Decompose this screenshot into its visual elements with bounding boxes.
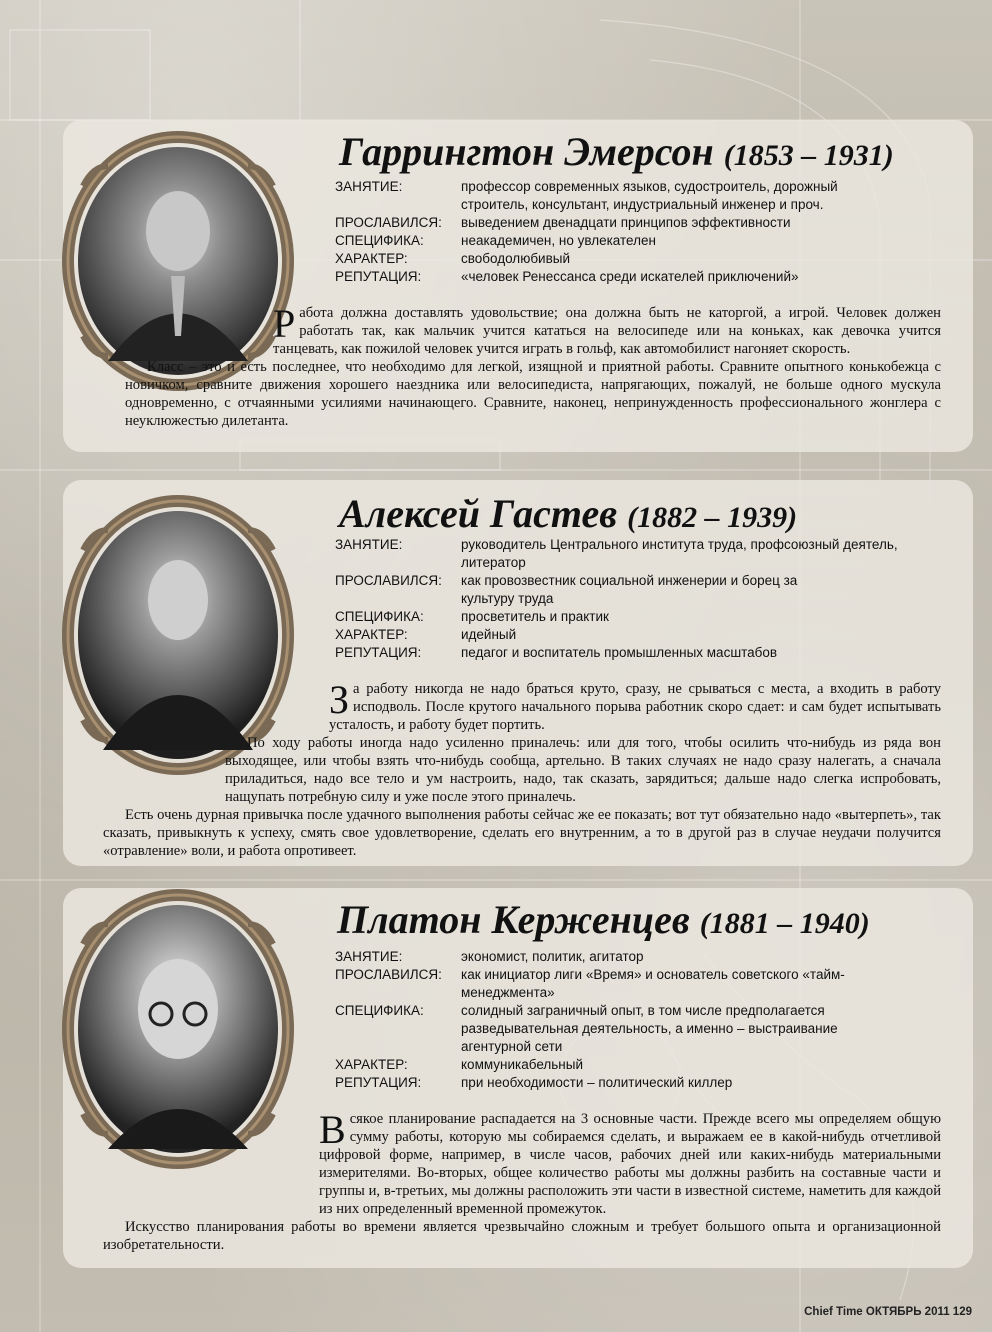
drop-cap: Р (273, 301, 296, 346)
info-key: ЗАНЯТИЕ: (335, 949, 403, 964)
quote-paragraph: По ходу работы иногда надо усиленно приналечь: или для того, чтобы осилить что-нибудь из ряда вон выходящее, или чтобы взять что-нибудь сообща, артельно. В таких случаях не надо сразу налегать, а сначала приладиться, надо все тело и ум настроить, надо, так сказать, зарядиться; дальше надо слегка испробовать, нащупать потребную силу и уже после этого приналечь. (225, 735, 941, 805)
quote-first-text: сякое планирование распадается на 3 основные части. Прежде всего мы определяем общую сумму работы, которую мы собираемся сделать, и выражаем ее в какой-нибудь отчетливой цифровой форме, например, в числе часов, рабочих дней или каких-нибудь материальными измерителями. Во-вторых, общее количество работы мы должны разбить на составные части и группы и, в-третьих, мы должны расположить эти части в известной системе, наметить для каждой из них определенный временной промежуток. (319, 1111, 941, 1217)
info-key: РЕПУТАЦИЯ: (335, 645, 422, 660)
quote-paragraph (319, 1107, 941, 1218)
person-card-kerzhentsev (63, 888, 973, 1268)
info-row-occupation (335, 178, 901, 214)
quote-text (103, 1107, 941, 1254)
info-key: ПРОСЛАВИЛСЯ: (335, 215, 442, 230)
years-text: (1853 – 1931) (723, 139, 894, 172)
info-key: ЗАНЯТИЕ: (335, 179, 403, 194)
quote-paragraph: Искусство планирования работы во времени является чрезвычайно сложным и требует большого опыта и организационной изобретательности. (103, 1219, 941, 1253)
drop-cap: З (329, 677, 350, 722)
info-row-occupation (335, 536, 901, 572)
info-row-specifics (335, 232, 901, 250)
info-key: ЗАНЯТИЕ: (335, 537, 403, 552)
info-key: ХАРАКТЕР: (335, 1057, 408, 1072)
info-key: ХАРАКТЕР: (335, 251, 408, 266)
person-name (339, 130, 894, 178)
info-row-reputation (335, 268, 901, 286)
info-key: ПРОСЛАВИЛСЯ: (335, 573, 442, 588)
info-row-character (335, 626, 901, 644)
quote-paragraph: Есть очень дурная привычка после удачного выполнения работы сейчас же ее показать; вот тут обязательно надо «вытерпеть», так сказать, привыкнуть к успеху, смять свое удовлетворение, сделать его внутренним, а то в другой раз в случае неудачи получится «отравление» воли, и работа опротивеет. (103, 807, 941, 859)
info-value: неакадемичен, но увлекателен (461, 233, 656, 248)
info-table (335, 536, 901, 662)
info-key: СПЕЦИФИКА: (335, 609, 424, 624)
name-text: Алексей Гастев (339, 491, 618, 536)
info-value: руководитель Центрального института труда, профсоюзный деятель, литератор (461, 537, 898, 570)
info-value: солидный заграничный опыт, в том числе предполагается разведывательная деятельность, а именно – выстраивание агентурной сети (461, 1003, 838, 1054)
info-row-specifics (335, 1002, 901, 1056)
info-key: ХАРАКТЕР: (335, 627, 408, 642)
quote-paragraph (329, 677, 941, 734)
page-footer: Chief Time ОКТЯБРЬ 2011 129 (804, 1306, 972, 1318)
info-value: при необходимости – политический киллер (461, 1075, 733, 1090)
person-name (337, 898, 870, 946)
info-table (335, 178, 901, 286)
info-value: просветитель и практик (461, 609, 609, 624)
info-value: коммуникабельный (461, 1057, 583, 1072)
quote-text (125, 301, 941, 430)
info-row-occupation (335, 948, 901, 966)
info-row-character (335, 1056, 901, 1074)
years-text: (1881 – 1940) (699, 907, 870, 940)
info-row-fame (335, 966, 901, 1002)
info-row-specifics (335, 608, 901, 626)
info-value: как провозвестник социальной инженерии и борец за культуру труда (461, 573, 798, 606)
info-value: педагог и воспитатель промышленных масштабов (461, 645, 778, 660)
info-value: идейный (461, 627, 517, 642)
info-key: СПЕЦИФИКА: (335, 1003, 424, 1018)
info-row-fame (335, 214, 901, 232)
info-value: экономист, политик, агитатор (461, 949, 644, 964)
quote-paragraph: Класс – это и есть последнее, что необходимо для легкой, изящной и приятной работы. Сравните опытного конькобежца с новичком, сравните движения хорошего наездника или велосипедиста, напрягающих, пожалуй, не больше одного мускула одновременно, с отчаянными усилиями начинающего. Сравните, наконец, непринужденность профессионального жонглера с неуклюжестью дилетанта. (125, 359, 941, 429)
person-card-gastev (63, 480, 973, 866)
info-key: РЕПУТАЦИЯ: (335, 1075, 422, 1090)
info-key: ПРОСЛАВИЛСЯ: (335, 967, 442, 982)
info-table (335, 948, 901, 1092)
info-key: СПЕЦИФИКА: (335, 233, 424, 248)
quote-paragraph (273, 301, 941, 358)
info-value: как инициатор лиги «Время» и основатель советского «тайм-менеджмента» (461, 967, 845, 1000)
info-row-character (335, 250, 901, 268)
info-row-fame (335, 572, 901, 608)
info-value: профессор современных языков, судостроитель, дорожный строитель, консультант, индустриальный инженер и проч. (461, 179, 838, 212)
info-value: выведением двенадцати принципов эффективности (461, 215, 791, 230)
person-card-emerson (63, 120, 973, 452)
info-value: «человек Ренессанса среди искателей приключений» (461, 269, 799, 284)
person-name (339, 492, 797, 540)
info-row-reputation (335, 1074, 901, 1092)
quote-first-text: а работу никогда не надо браться круто, сразу, не срываться с места, а входить в работу исподволь. После крутого начального порыва работник скоро сдает: и сам будет испытывать усталость, и работу будет портить. (329, 681, 941, 733)
info-row-reputation (335, 644, 901, 662)
portrait-emerson (53, 126, 303, 396)
quote-text (103, 677, 941, 860)
info-value: свободолюбивый (461, 251, 571, 266)
years-text: (1882 – 1939) (627, 501, 798, 534)
name-text: Платон Керженцев (337, 897, 690, 942)
drop-cap: В (319, 1107, 346, 1152)
name-text: Гаррингтон Эмерсон (339, 129, 714, 174)
portrait-kerzhentsev (53, 884, 303, 1174)
quote-first-text: абота должна доставлять удовольствие; она должна быть не каторгой, а игрой. Человек должен работать так, как мальчик учится кататься на велосипеде или на коньках, как девочка учится танцевать, как пожилой человек учится играть в гольф, как автомобилист нагоняет скорость. (273, 305, 941, 357)
info-key: РЕПУТАЦИЯ: (335, 269, 422, 284)
